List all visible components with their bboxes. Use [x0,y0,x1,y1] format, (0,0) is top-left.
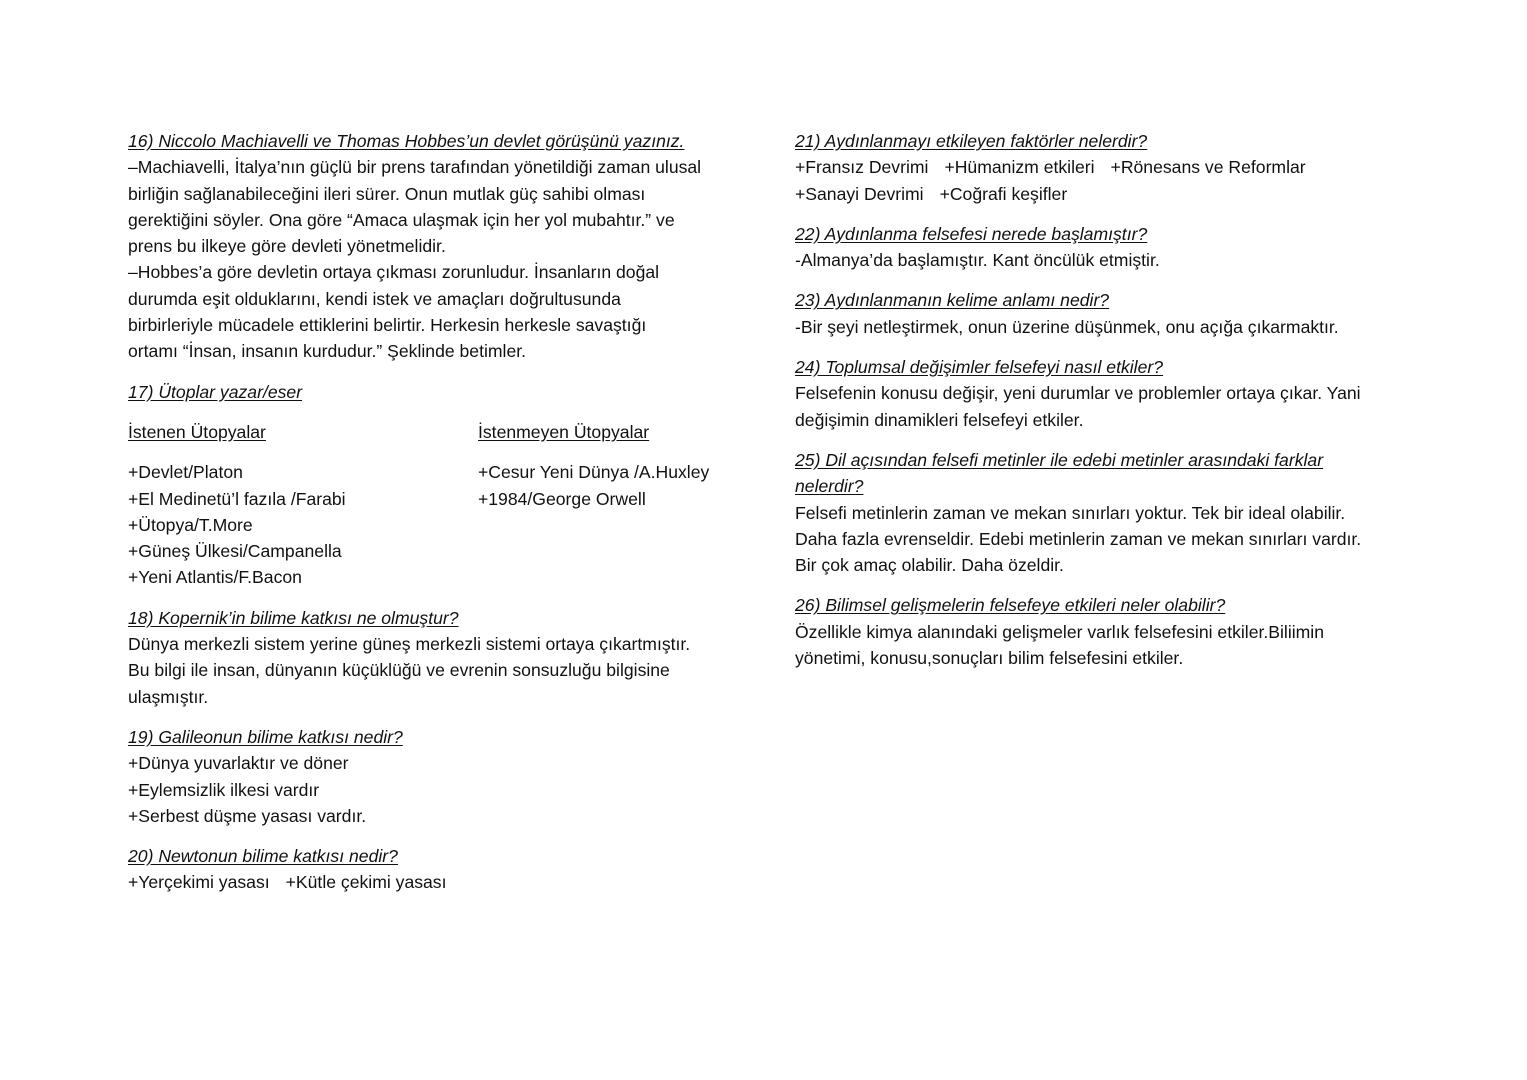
answer-line: –Machiavelli, İtalya’nın güçlü bir prens tarafından yönetildiği zaman ulusal [128,157,702,178]
question-23-title: 23) Aydınlanmanın kelime anlamı nedir? [795,290,1110,311]
question-18 [128,605,748,710]
question-17 [128,379,748,591]
question-19 [128,724,748,829]
right-column [795,128,1435,685]
answer-line: değişimin dinamikleri felsefeyi etkiler. [795,409,1084,430]
undesired-utopias-heading: İstenmeyen Ütopyalar [478,421,650,442]
question-24-title: 24) Toplumsal değişimler felsefeyi nasıl etkiler? [795,357,1164,378]
answer-line: +Serbest düşme yasası vardır. [128,805,367,826]
answer-line: –Hobbes’a göre devletin ortaya çıkması zorunludur. İnsanların doğal [128,262,660,283]
answer-line: Özellikle kimya alanındaki gelişmeler varlık felsefesini etkiler.Biliimin [795,621,1324,642]
question-24 [795,354,1435,433]
utopia-headers [128,419,748,445]
list-item: +Devlet/Platon [128,462,243,483]
answer-line: prens bu ilkeye göre devleti yönetmelidir. [128,236,446,257]
list-item: +Hümanizm etkileri [944,157,1095,178]
question-26 [795,592,1435,671]
answer-line: -Almanya’da başlamıştır. Kant öncülük etmiştir. [795,250,1160,271]
answer-line [795,154,1435,180]
answer-line: Bir çok amaç olabilir. Daha özeldir. [795,555,1064,576]
answer-line: Felsefenin konusu değişir, yeni durumlar ve problemler ortaya çıkar. Yani [795,383,1361,404]
answer-line: ortamı “İnsan, insanın kurdudur.” Şeklinde betimler. [128,341,527,362]
list-item: +Sanayi Devrimi [795,183,924,204]
question-17-title: 17) Ütoplar yazar/eser [128,381,303,402]
left-column [128,128,748,910]
answer-line: -Bir şeyi netleştirmek, onun üzerine düşünmek, onu açığa çıkarmaktır. [795,316,1339,337]
list-item: +1984/George Orwell [478,488,646,509]
list-item: +Ütopya/T.More [128,514,253,535]
question-22-title: 22) Aydınlanma felsefesi nerede başlamıştır? [795,223,1148,244]
answer-line: Bu bilgi ile insan, dünyanın küçüklüğü ve evrenin sonsuzluğu bilgisine [128,660,670,681]
list-item: +Yeni Atlantis/F.Bacon [128,567,302,588]
question-16-title: 16) Niccolo Machiavelli ve Thomas Hobbes’un devlet görüşünü yazınız. [128,131,685,151]
question-20-title: 20) Newtonun bilime katkısı nedir? [128,846,398,867]
undesired-utopias-list [478,459,748,590]
list-item: +Coğrafi keşifler [939,183,1068,204]
list-item: +Kütle çekimi yasası [285,872,447,893]
question-23 [795,287,1435,340]
question-22 [795,221,1435,274]
desired-utopias-list [128,459,478,590]
utopia-lists [128,459,748,590]
list-item: +Fransız Devrimi [795,157,929,178]
list-item: +Güneş Ülkesi/Campanella [128,541,342,562]
question-16 [128,128,748,365]
desired-utopias-heading: İstenen Ütopyalar [128,421,266,442]
answer-line: Daha fazla evrenseldir. Edebi metinlerin zaman ve mekan sınırları vardır. [795,528,1362,549]
answer-line: Dünya merkezli sistem yerine güneş merkezli sistemi ortaya çıkartmıştır. [128,634,691,655]
question-19-title: 19) Galileonun bilime katkısı nedir? [128,726,403,747]
answer-line: Felsefi metinlerin zaman ve mekan sınırları yoktur. Tek bir ideal olabilir. [795,502,1346,523]
list-item: +El Medinetü’l fazıla /Farabi [128,488,346,509]
list-item: +Cesur Yeni Dünya /A.Huxley [478,462,710,483]
answer-line: durumda eşit olduklarını, kendi istek ve amaçları doğrultusunda [128,288,621,309]
question-21 [795,128,1435,207]
answer-line: birliğin sağlanabileceğini ileri sürer. Onun mutlak güç sahibi olması [128,183,646,204]
answer-line: ulaşmıştır. [128,686,209,707]
answer-line: yönetimi, konusu,sonuçları bilim felsefesini etkiler. [795,648,1184,669]
list-item: +Yerçekimi yasası [128,872,270,893]
question-21-title: 21) Aydınlanmayı etkileyen faktörler nelerdir? [795,131,1148,151]
answer-line [795,181,1435,207]
answer-line: +Dünya yuvarlaktır ve döner [128,753,349,774]
answer-line: +Eylemsizlik ilkesi vardır [128,779,320,800]
question-26-title: 26) Bilimsel gelişmelerin felsefeye etkileri neler olabilir? [795,595,1226,616]
answer-line [128,869,748,895]
answer-line: gerektiğini söyler. Ona göre “Amaca ulaşmak için her yol mubahtır.” ve [128,209,675,230]
answer-line: birbirleriyle mücadele ettiklerini belirtir. Herkesin herkesle savaştığı [128,315,647,336]
question-25 [795,447,1435,578]
list-item: +Rönesans ve Reformlar [1110,157,1306,178]
question-20 [128,843,748,896]
question-25-title: 25) Dil açısından felsefi metinler ile edebi metinler arasındaki farklar [795,449,1324,470]
question-25-title-cont: nelerdir? [795,476,864,497]
question-18-title: 18) Kopernik’in bilime katkısı ne olmuştur? [128,607,459,628]
